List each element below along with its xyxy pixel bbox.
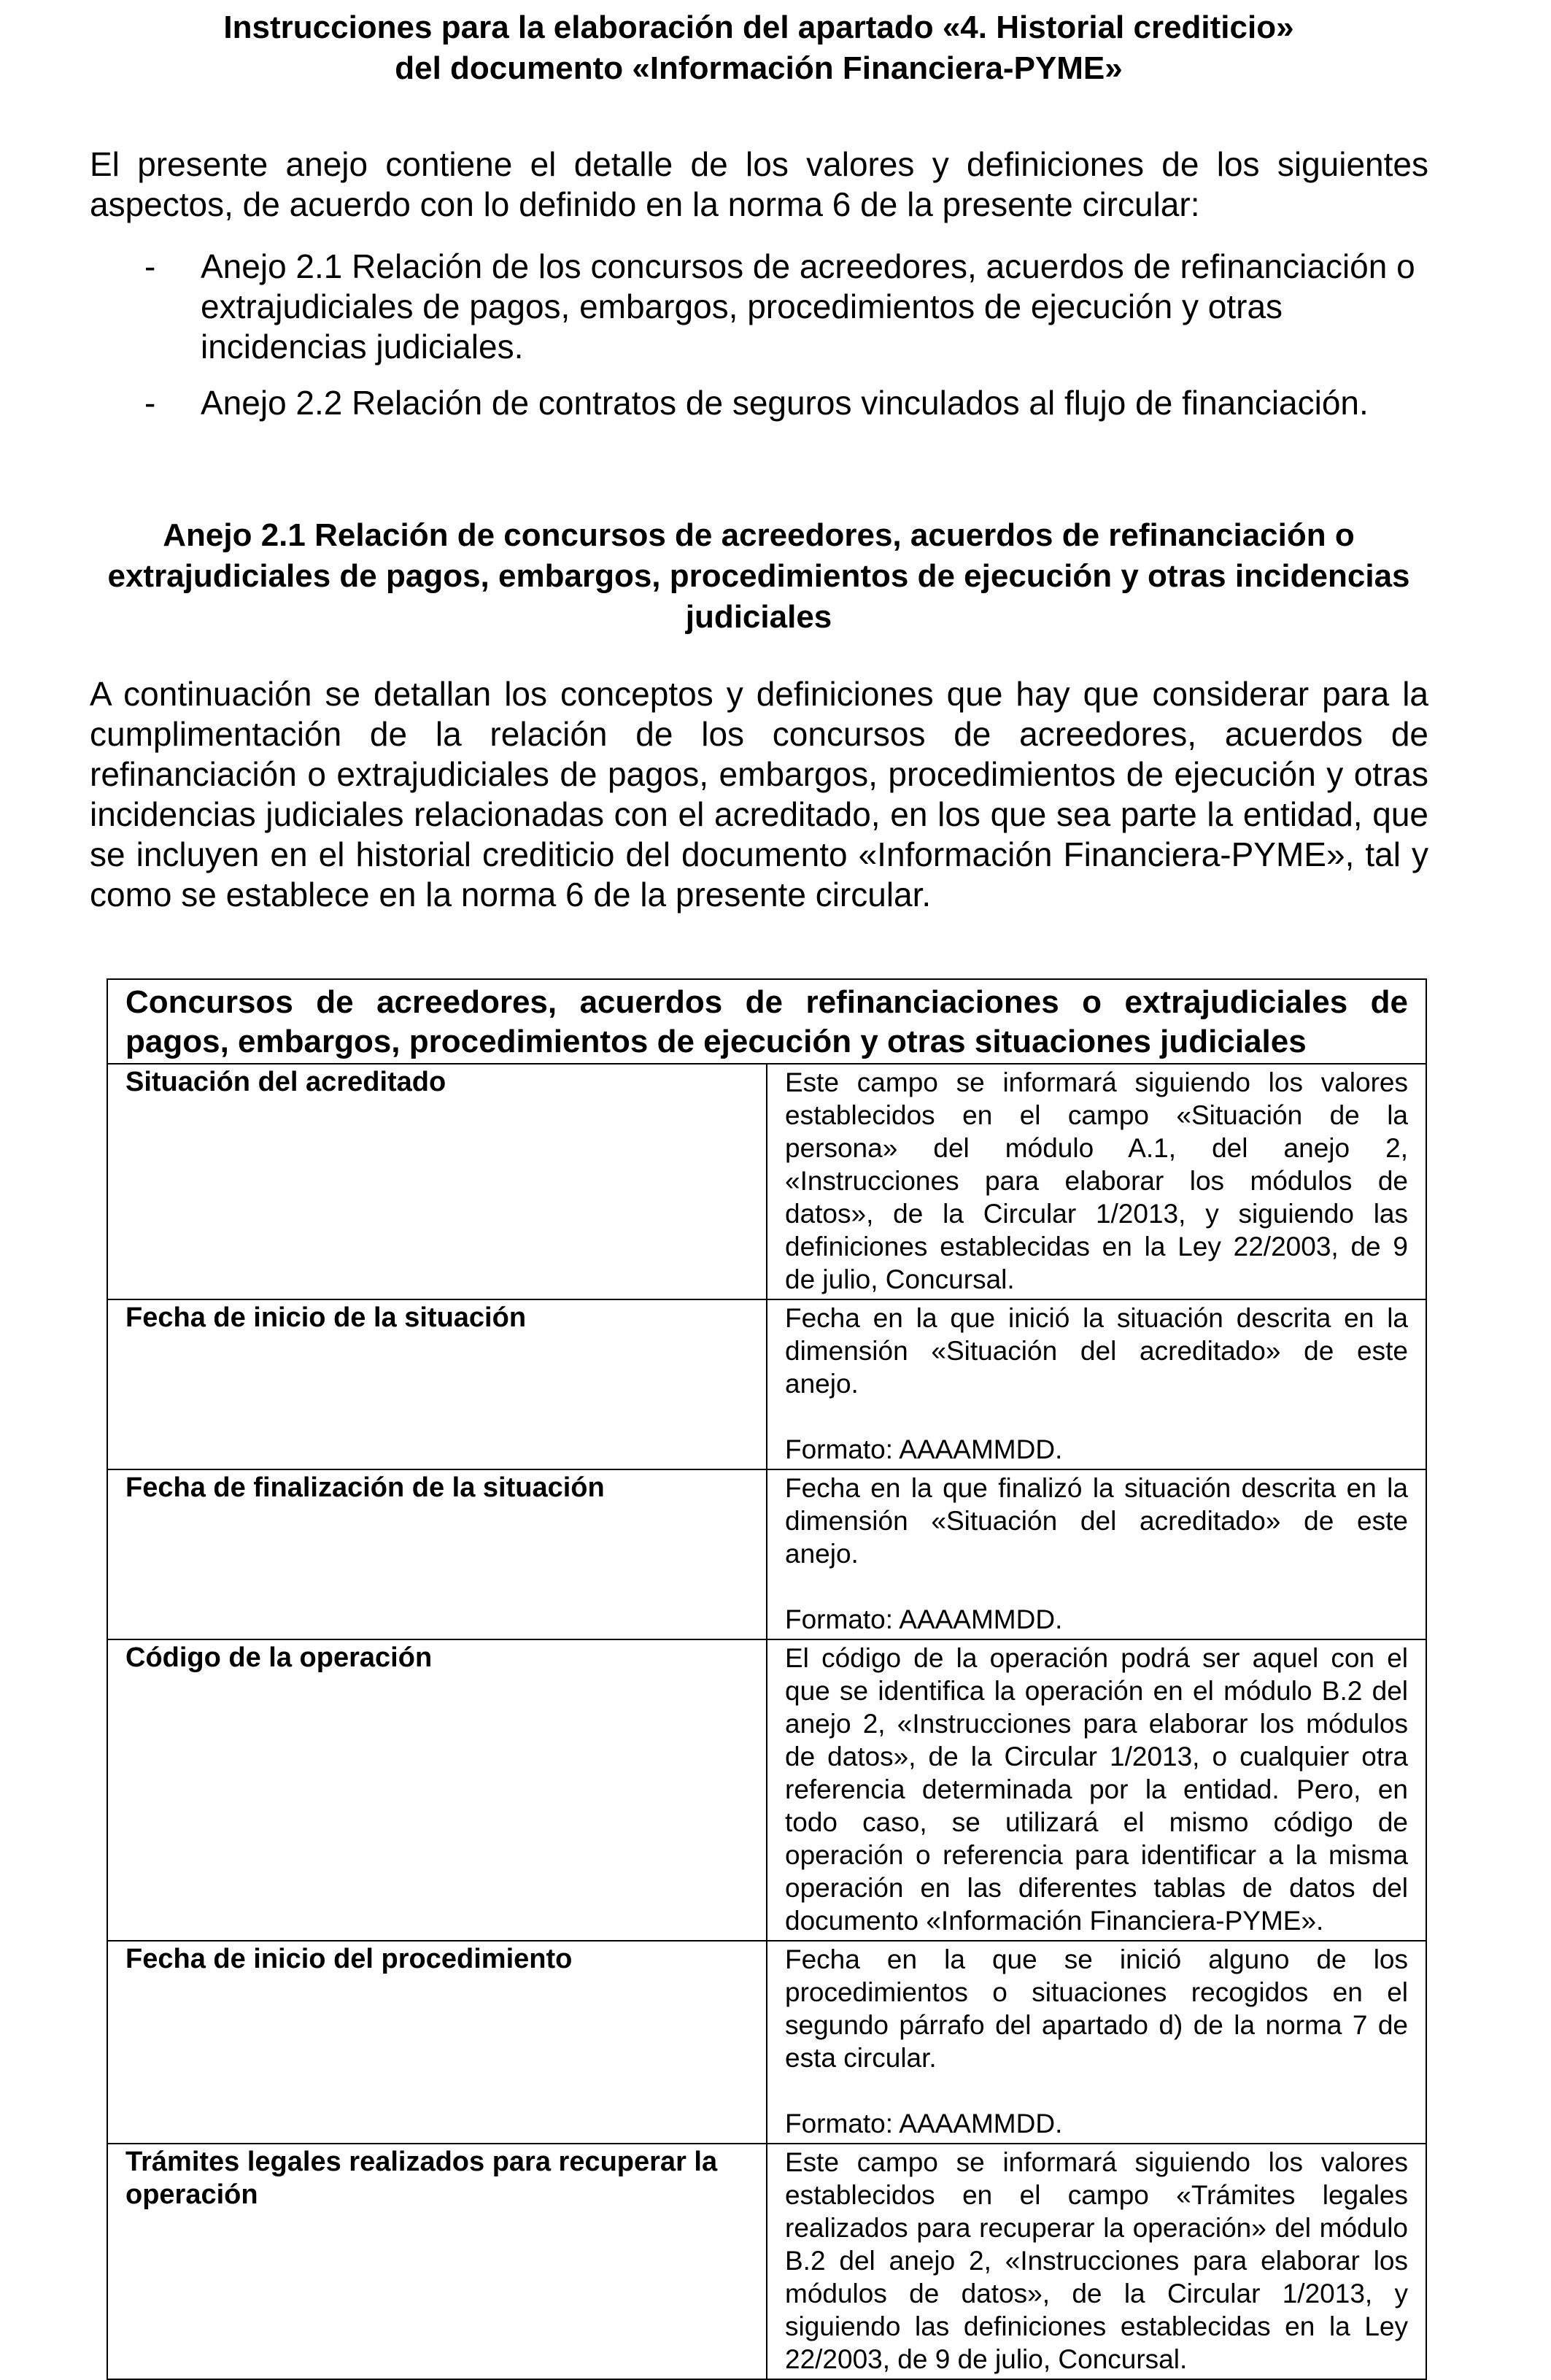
table-row xyxy=(107,1064,1426,1299)
row-term: Fecha de inicio de la situación xyxy=(107,1299,767,1469)
definition-text: El código de la operación podrá ser aquel con el que se identifica la operación en el módulo B.2 del anejo 2, «Instrucciones para elaborar los módulos de datos», de la Circular 1/2013, o cualquier otra referencia determinada por la entidad. Pero, en todo caso, se utilizará el mismo código de operación o referencia para identificar a la misma operación en las diferentes tablas de datos del documento «Información Financiera-PYME». xyxy=(785,1643,1408,1936)
format-note: Formato: AAAAMMDD. xyxy=(785,1604,1063,1634)
table-row xyxy=(107,1299,1426,1469)
format-note: Formato: AAAAMMDD. xyxy=(785,2109,1063,2138)
definitions-table xyxy=(107,978,1427,2380)
row-term: Código de la operación xyxy=(107,1639,767,1941)
document-title-line-1: Instrucciones para la elaboración del apartado «4. Historial crediticio» xyxy=(223,9,1294,45)
row-term: Fecha de finalización de la situación xyxy=(107,1469,767,1639)
annex-list-item xyxy=(90,247,1428,367)
list-item-text: Anejo 2.1 Relación de los concursos de acreedores, acuerdos de refinanciación o extrajudiciales de pagos, embargos, procedimientos de ejecución y otras incidencias judiciales. xyxy=(201,247,1415,366)
table-heading-row xyxy=(107,979,1426,1064)
document-title xyxy=(88,7,1430,89)
annex-list-item xyxy=(90,383,1428,423)
row-definition xyxy=(767,1064,1426,1299)
table-row xyxy=(107,2144,1426,2379)
format-note: Formato: AAAAMMDD. xyxy=(785,1434,1063,1464)
definition-text: Fecha en la que finalizó la situación descrita en la dimensión «Situación del acreditado» de este anejo. xyxy=(785,1473,1408,1569)
definition-text: Fecha en la que se inició alguno de los procedimientos o situaciones recogidos en el segundo párrafo del apartado d) de la norma 7 de esta circular. xyxy=(785,1944,1408,2073)
list-dash: - xyxy=(144,247,156,285)
row-definition xyxy=(767,1469,1426,1639)
intro-paragraph: El presente anejo contiene el detalle de los valores y definiciones de los siguientes aspectos, de acuerdo con lo definido en la norma 6 de la presente circular: xyxy=(90,145,1428,223)
annex-list xyxy=(90,247,1428,439)
definition-text: Este campo se informará siguiendo los valores establecidos en el campo «Trámites legales realizados para recuperar la operación» del módulo B.2 del anejo 2, «Instrucciones para elaborar los módulos de datos», de la Circular 1/2013, y siguiendo las definiciones establecidas en la Ley 22/2003, de 9 de julio, Concursal. xyxy=(785,2147,1408,2374)
row-definition xyxy=(767,2144,1426,2379)
definition-text: Este campo se informará siguiendo los valores establecidos en el campo «Situación de la persona» del módulo A.1, del anejo 2, «Instrucciones para elaborar los módulos de datos», de la Circular 1/2013, y siguiendo las definiciones establecidas en la Ley 22/2003, de 9 de julio, Concursal. xyxy=(785,1067,1408,1294)
table-row xyxy=(107,1469,1426,1639)
row-term: Situación del acreditado xyxy=(107,1064,767,1299)
annex-heading: Anejo 2.1 Relación de concursos de acreedores, acuerdos de refinanciación o extrajudiciales de pagos, embargos, procedimientos de ejecución y otras incidencias judiciales xyxy=(107,517,1410,635)
annex-paragraph: A continuación se detallan los conceptos y definiciones que hay que considerar para la cumplimentación de la relación de los concursos de acreedores, acuerdos de refinanciación o extrajudiciales de pagos, embargos, procedimientos de ejecución y otras incidencias judiciales relacionadas con el acreditado, en los que sea parte la entidad, que se incluyen en el historial crediticio del documento «Información Financiera-PYME», tal y como se establece en la norma 6 de la presente circular. xyxy=(90,675,1428,913)
row-term: Fecha de inicio del procedimiento xyxy=(107,1941,767,2144)
row-definition xyxy=(767,1639,1426,1941)
row-definition xyxy=(767,1299,1426,1469)
document-title-line-2: del documento «Información Financiera-PYME» xyxy=(395,50,1123,86)
row-term: Trámites legales realizados para recuperar la operación xyxy=(107,2144,767,2379)
table-heading: Concursos de acreedores, acuerdos de refinanciaciones o extrajudiciales de pagos, embargos, procedimientos de ejecución y otras situaciones judiciales xyxy=(107,979,1426,1064)
list-item-text: Anejo 2.2 Relación de contratos de seguros vinculados al flujo de financiación. xyxy=(201,384,1369,422)
definition-text: Fecha en la que inició la situación descrita en la dimensión «Situación del acreditado» de este anejo. xyxy=(785,1303,1408,1399)
list-dash: - xyxy=(144,384,156,422)
table-row xyxy=(107,1639,1426,1941)
